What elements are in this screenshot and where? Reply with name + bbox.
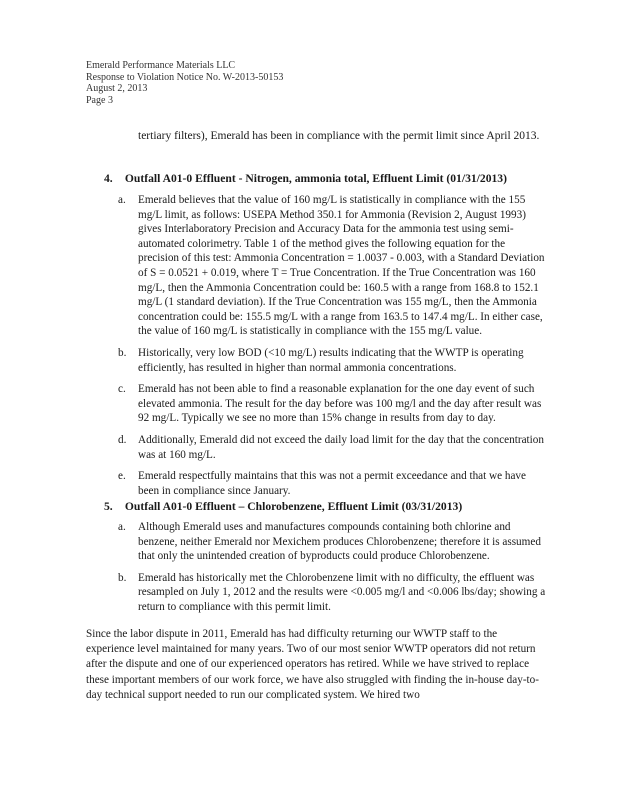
company-name: Emerald Performance Materials LLC: [86, 60, 236, 71]
page-number: Page 3: [86, 94, 113, 106]
letter-date: August 2, 2013: [86, 83, 148, 94]
item-label: a.: [118, 194, 126, 206]
section-title: Outfall A01-0 Effluent - Nitrogen, ammonia total, Effluent Limit (01/31/2013): [124, 172, 507, 185]
item-label: a.: [118, 521, 126, 533]
list-item: [118, 433, 548, 462]
item-label: e.: [118, 470, 126, 483]
item-text: Emerald has not been able to find a reasonable explanation for the one day event of such elevated ammonia. The result for the day before was 100 mg/l and the day after result was 92 mg/L. Typically we see no more than 15% change in results from day to day.: [138, 383, 542, 425]
item-text: Although Emerald uses and manufactures compounds containing both chlorine and benzene, neither Emerald nor Mexichem produces Chlorobenzene; therefore it is assumed that only the unintended creation of byproducts could produce Chlorobenzene.: [138, 521, 541, 563]
letter-header: [86, 60, 283, 106]
item-text: Emerald respectfully maintains that this was not a permit exceedance and that we have been in compliance since January.: [138, 470, 526, 497]
section-5-items: [118, 520, 548, 615]
item-text: Historically, very low BOD (<10 mg/L) results indicating that the WWTP is operating efficiently, has resulted in higher than normal ammonia concentrations.: [138, 346, 524, 374]
section-number: 5.: [104, 500, 113, 513]
item-label: b.: [118, 571, 127, 584]
item-text: Additionally, Emerald did not exceed the daily load limit for the day that the concentration was at 160 mg/L.: [138, 433, 544, 461]
item-text: Emerald believes that the value of 160 mg/L is statistically in compliance with the 155 mg/L limit, as follows: USEPA Method 350.1 for Ammonia (Revision 2, August 1993) gives Interlaboratory Precision and Accuracy Data for the ammonia test using semi-automated colorimetry. Table 1 of the method gives the following equation for the precision of this test: Ammonia Concentration = 1.0037 - 0.003, with a Standard Deviation of S = 0.0521 + 0.019, where T = True Concentration. If the True Concentration was 160 mg/L, then the Ammonia Concentration could be: 160.5 with a range from 168.8 to 152.1 mg/L (1 standard deviation). If the True Concentration was 155 mg/L, then the Ammonia concentration could be: 155.5 mg/L with a range from 163.5 to 147.4 mg/L. In either case, the value of 160 mg/L is statistically in compliance with the 155 mg/L value.: [138, 194, 545, 338]
continuation-text: tertiary filters), Emerald has been in compliance with the permit limit since April 2013.: [138, 130, 540, 142]
list-item: [118, 382, 548, 426]
closing-paragraph: Since the labor dispute in 2011, Emerald has had difficulty returning our WWTP staff to the experience level maintained for many years. Two of our most senior WWTP operators did not return after the dispute and one of our experienced operators has retired. While we have strived to replace these important members of our work force, we have also struggled with finding the in-house day-to-day technical support needed to run our complicated system. We hired two: [86, 628, 539, 701]
section-5-heading: [104, 500, 462, 513]
section-title: Outfall A01-0 Effluent – Chlorobenzene, Effluent Limit (03/31/2013): [124, 500, 463, 513]
list-item: [118, 571, 548, 615]
item-label: c.: [118, 383, 126, 396]
list-item: [118, 469, 548, 498]
item-label: d.: [118, 433, 127, 446]
list-item: [118, 346, 548, 375]
section-4-items: [118, 193, 548, 498]
item-label: b.: [118, 346, 127, 359]
list-item: [118, 193, 548, 339]
list-item: [118, 520, 548, 564]
notice-reference: Response to Violation Notice No. W-2013-50153: [86, 71, 284, 83]
item-text: Emerald has historically met the Chlorobenzene limit with no difficulty, the effluent was resampled on July 1, 2012 and the results were <0.005 mg/l and <0.006 lbs/day; showing a return to compliance with this permit limit.: [138, 571, 546, 613]
section-4-heading: [104, 172, 507, 185]
section-number: 4.: [104, 172, 113, 185]
